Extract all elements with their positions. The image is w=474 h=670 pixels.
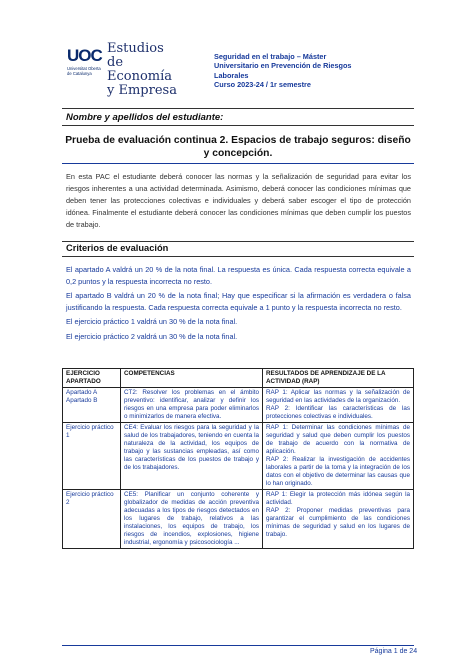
table-row: [63, 388, 414, 423]
table-header-row: [63, 369, 414, 388]
student-name-heading: Nombre y apellidos del estudiante:: [66, 112, 224, 123]
divider: [62, 125, 414, 126]
criteria-item: El ejercicio práctico 2 valdrá un 30 % de la nota final.: [66, 331, 238, 341]
competence-cell: CE5: Planificar un conjunto coherente y globalizador de medidas de acción preventiva adecuadas a los tipos de riesgos detectados en los lugares de trabajo, relativos a las instalaciones, los equipos de trabajo, los riesgos de incendios, explosiones, higiene industrial, ergonomía y psicosociología ...: [121, 490, 263, 549]
results-cell: RAP 1: Elegir la protección más idónea según la actividad. RAP 2: Proponer medidas preventivas para garantizar el cumplimiento de las condiciones mínimas de seguridad y salud en los lugares de trabajo.: [263, 490, 414, 549]
exercise-cell: Ejercicio práctico 1: [63, 423, 121, 490]
logo-text: [107, 42, 183, 98]
course-header-line: Universitario en Prevención de Riesgos: [214, 61, 352, 71]
table-row: [63, 423, 414, 490]
logo-text-line: Estudios: [107, 41, 164, 56]
table-header-cell: COMPETENCIAS: [121, 369, 263, 388]
divider: [62, 256, 414, 257]
criteria-list: [66, 264, 411, 346]
course-header: [214, 52, 414, 89]
course-header-line: Curso 2023-24 / 1r semestre: [214, 79, 311, 89]
logo-text-line: de Economía: [107, 55, 173, 84]
footer-divider: [62, 645, 414, 646]
exercise-cell: Apartado A Apartado B: [63, 388, 121, 423]
table-header-cell: RESULTADOS DE APRENDIZAJE DE LA ACTIVIDAD (RAP): [263, 369, 414, 388]
evaluation-table: [62, 368, 414, 549]
criteria-item: El ejercicio práctico 1 valdrá un 30 % de la nota final.: [66, 317, 238, 327]
divider: [62, 163, 414, 164]
intro-paragraph: En esta PAC el estudiante deberá conocer las normas y la señalización de seguridad para evitar los riesgos inherentes a una actividad determinada. Asimismo, deberá conocer las condiciones mínimas que deben tener las protecciones colectivas e individuales y deberá saber escoger el tipo de protección idónea. Finalmente el estudiante deberá conocer las condiciones mínimas que deben cumplir los puestos de trabajo.: [66, 172, 411, 229]
uoc-logo: [63, 40, 183, 98]
logo-text-line: y Empresa: [107, 83, 177, 98]
exercise-cell: Ejercicio práctico 2: [63, 490, 121, 549]
divider: [62, 108, 414, 109]
divider: [62, 241, 414, 242]
criteria-item: El apartado B valdrá un 20 % de la nota final; Hay que especificar si la afirmación es verdadera o falsa justificando la respuesta. Cada respuesta correcta equivale a 1 punto y la respuesta incorrecta no resto.: [66, 291, 411, 312]
logo-mark: [63, 40, 103, 92]
table-header-cell: EJERCICIO APARTADO: [63, 369, 121, 388]
page-number: Página 1 de 24: [370, 648, 418, 655]
course-header-line: Laborales: [214, 70, 249, 80]
results-cell: RAP 1: Aplicar las normas y la señalización de seguridad en las actividades de la organización. RAP 2: Identificar las características de las protecciones colectivas e individuales.: [263, 388, 414, 423]
course-header-line: Seguridad en el trabajo – Máster: [214, 52, 327, 61]
competence-cell: CE4: Evaluar los riesgos para la seguridad y la salud de los trabajadores, teniendo en cuenta la naturaleza de la actividad, los equipos de trabajo y las sustancias empleadas, así como las características de los puestos de trabajo y de los trabajadores.: [121, 423, 263, 490]
logo-mark-text: UOC: [67, 46, 102, 65]
criteria-heading: Criterios de evaluación: [66, 243, 169, 253]
page-title: Prueba de evaluación continua 2. Espacios de trabajo seguros: diseño y concepción.: [65, 135, 411, 159]
logo-mark-subtitle: Universitat Oberta de Catalunya: [67, 66, 101, 76]
table-row: [63, 490, 414, 549]
competence-cell: CT2: Resolver los problemas en el ámbito preventivo: identificar, analizar y definir los riesgos en una empresa para poder eliminarlos o minimizarlos de manera efectiva.: [121, 388, 263, 423]
results-cell: RAP 1: Determinar las condiciones mínimas de seguridad y salud que deben cumplir los puestos de trabajo de acuerdo con la normativa de aplicación. RAP 2: Realizar la investigación de accidentes laborales a partir de la toma y la integración de los datos con el objetivo de determinar las causas que lo han originado.: [263, 423, 414, 490]
criteria-item: El apartado A valdrá un 20 % de la nota final. La respuesta es única. Cada respuesta correcta equivale a 0,2 puntos y la respuesta incorrecta no resto.: [66, 265, 411, 286]
